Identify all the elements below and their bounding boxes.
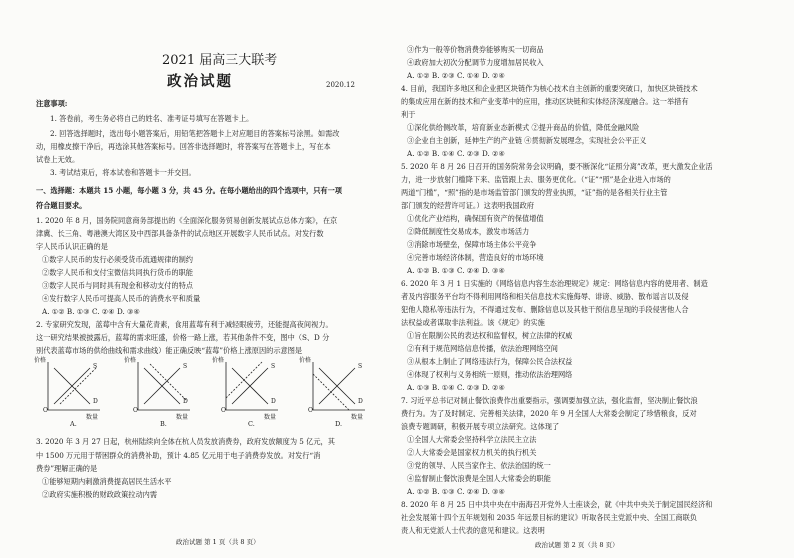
question-line: 1. 2020 年 8 月，国务院同意商务部提出的《全面深化服务贸易创新发展试点总体方案》，在京 bbox=[36, 216, 338, 225]
option-line: ②人大常委会是国家权力机关的执行机关 bbox=[407, 448, 537, 457]
question-line: 5. 2020 年 8 月 26 日召开的国务院常务会议明确，要不断深化“证照分离”改革，更大激发企业活 bbox=[401, 162, 713, 171]
exam-date: 2020.12 bbox=[326, 81, 355, 89]
question-line: 力，进一步放射门槛降下来、监管跟上去、服务更优化。（“证”“照”是企业进入市场的 bbox=[401, 175, 671, 184]
option-line: ③企业自主创新，延伸生产的产业链 ④贯彻新发展理念，实现社会公平正义 bbox=[407, 136, 647, 145]
origin-label: O bbox=[133, 407, 138, 414]
note-line: 3. 考试结束后，将本试卷和答题卡一并交回。 bbox=[50, 168, 196, 177]
option-line: ③数字人民币与同时具有现金和移动支付的特点 bbox=[42, 281, 193, 290]
origin-label: O bbox=[308, 407, 313, 414]
question-line: 6. 2020 年 3 月 1 日实施的《网络信息内容生态治理规定》规定：网络信息内容的使用者、制造 bbox=[401, 279, 708, 288]
option-line: ④政府加大初次分配调节力度增加居民收入 bbox=[407, 58, 544, 67]
option-line: ④完善市场经济体制，营造良好的市场环境 bbox=[407, 253, 544, 262]
option-line: ②有利于规范网络信息传播，依法治理网络空间 bbox=[407, 344, 558, 353]
note-line: 动，用橡皮擦干净后，再选涂其他答案标号。回答非选择题时，将答案写在答题卡上，写在本 bbox=[36, 142, 331, 151]
page-footer: 政治试题 第 2 页（共 8 页） bbox=[535, 541, 619, 549]
question-line: 别代表蓝莓市场的供给曲线和需求曲线）能正确反映“蓝莓”价格上涨原因的示意图是 bbox=[36, 346, 303, 355]
axis-label-quantity: 数量 bbox=[86, 414, 99, 421]
curve-label-d: D bbox=[183, 398, 188, 405]
diagram-option-letter: D. bbox=[335, 420, 343, 428]
axis-label-price: 价格 bbox=[212, 357, 225, 364]
question-line: 3. 2020 年 3 月 27 日起，杭州陆续向全体在杭人员发放消费券，政府发放额度为 5 亿元，其 bbox=[36, 437, 335, 446]
diagram-option-letter: B. bbox=[160, 420, 167, 428]
axis-label-price: 价格 bbox=[34, 357, 47, 364]
answer-choices: A. ①② B. ①③ C. ②④ D. ③④ bbox=[407, 487, 505, 496]
page-footer: 政治试题 第 1 页（共 8 页） bbox=[176, 538, 260, 546]
question-line: 法权益或者谋取非法利益。该《规定》的实施 bbox=[401, 318, 545, 327]
option-line: ③消除市场壁垒，保障市场主体公平竞争 bbox=[407, 240, 537, 249]
curve-label-d: D bbox=[358, 398, 363, 405]
question-line: 社会发展第十四个五年规划和 2035 年远景目标的建议》听取各民主党派中央、全国工商联负 bbox=[401, 513, 697, 522]
axis-label-price: 价格 bbox=[299, 357, 312, 364]
question-line: 者及内容服务平台均不得利用网络和相关信息技术实施侮辱、诽谤、威胁、散布谣言以及侵 bbox=[401, 292, 689, 301]
option-line: ①深化供给侧改革，培育新业态新模式 ②提升商品的价值，降低金融风险 bbox=[407, 123, 640, 132]
question-line: 的集成应用在新的技术和产业变革中的应用，推动区块链和实体经济深度融合。这一举措有 bbox=[401, 97, 689, 106]
exam-title: 2021 届高三大联考 bbox=[162, 53, 278, 68]
subject-title: 政治试题 bbox=[167, 73, 233, 90]
origin-label: O bbox=[43, 407, 48, 414]
question-line: 津冀、长三角、粤港澳大湾区及中西部具备条件的试点地区开展数字人民币试点。对发行数 bbox=[36, 229, 324, 238]
curve-label-s: S bbox=[358, 363, 363, 370]
answer-choices: A. ①② B. ②③ C. ①④ D. ②④ bbox=[407, 71, 505, 80]
answer-choices: A. ①③ B. ①④ C. ②③ D. ②④ bbox=[407, 383, 505, 392]
option-line: ④监督制止餐饮浪费是全国人大常委会的职能 bbox=[407, 474, 551, 483]
option-line: ①优化产业结构，确保国有资产的保值增值 bbox=[407, 214, 544, 223]
note-line: 2. 回答选择题时，选出每小题答案后，用铅笔把答题卡上对应题目的答案标号涂黑。如需改 bbox=[50, 129, 340, 138]
question-line: 7. 习近平总书记对制止餐饮浪费作出重要指示，强调要加强立法，强化监督，坚决制止餐饮浪 bbox=[401, 396, 698, 405]
question-line: 字人民币认识正确的是 bbox=[36, 242, 108, 251]
axis-label-price: 价格 bbox=[124, 357, 137, 364]
note-line: 试卷上无效。 bbox=[36, 155, 80, 164]
axis-label-quantity: 数量 bbox=[351, 414, 364, 421]
question-line: 费行为。为了及时制定、完善相关法律，2020 年 9 月全国人大常委会制定了珍惜粮食，反对 bbox=[401, 409, 697, 418]
curve-label-s: S bbox=[183, 363, 188, 370]
answer-choices: A. ①② B. ①④ C. ②③ D. ②④ bbox=[407, 149, 505, 158]
question-line: 利于 bbox=[401, 110, 416, 119]
question-line: 2. 专家研究发现，蓝莓中含有大量花青素，食用蓝莓有利于减轻眼疲劳，还能提高夜间视力。 bbox=[36, 320, 333, 329]
option-line: ③党的领导、人民当家作主、依法治国的统一 bbox=[407, 461, 551, 470]
answer-choices: A. ①② B. ①③ C. ②④ D. ③④ bbox=[42, 307, 140, 316]
notes-heading: 注意事项: bbox=[36, 99, 68, 108]
answer-choices: A. ①② B. ①③ C. ②④ D. ③④ bbox=[407, 266, 505, 275]
origin-label: O bbox=[221, 407, 226, 414]
question-line: 部门颁发的经营许可证。）这表明我国政府 bbox=[401, 201, 534, 210]
curve-label-s: S bbox=[271, 363, 276, 370]
option-line: ①数字人民币的发行必须受货币流通规律的制约 bbox=[42, 255, 193, 264]
question-line: 两道“门槛”，“照”指的是市场监管部门颁发的营业执照，“证”指的是各相关行业主管 bbox=[401, 188, 668, 197]
axis-label-quantity: 数量 bbox=[176, 414, 189, 421]
option-line: ①能够短期内刺激消费提高居民生活水平 bbox=[42, 477, 172, 486]
option-line: ②降低制度性交易成本，激发市场活力 bbox=[407, 227, 530, 236]
option-line: ②政府实施积极的财政政策拉动内需 bbox=[42, 490, 158, 499]
curve-label-d: D bbox=[271, 398, 276, 405]
option-line: ③从根本上制止了网络违法行为，保障公民合法权益 bbox=[407, 357, 573, 366]
option-line: ②数字人民币和支付宝微信共同执行货币的职能 bbox=[42, 268, 193, 277]
note-line: 1. 答卷前，考生务必将自己的姓名、准考证号填写在答题卡上。 bbox=[50, 114, 254, 123]
diagram-option-letter: C. bbox=[248, 420, 255, 428]
question-line: 犯他人隐私等违法行为，不得通过发布、删除信息以及其他干预信息呈现的手段侵害他人合 bbox=[401, 305, 689, 314]
option-line: ①全国人大常委会坚持科学立法民主立法 bbox=[407, 435, 537, 444]
question-line: 4. 目前，我国许多地区和企业把区块链作为核心技术自主创新的重要突破口，加快区块链技术 bbox=[401, 84, 698, 93]
question-line: 费券”理解正确的是 bbox=[36, 464, 98, 473]
question-line: 中 1500 万元用于帮困群众的消费补助，预计 4.85 亿元用于电子消费券发放。对发行“消 bbox=[36, 451, 321, 460]
question-line: 8. 2020 年 8 月 25 日中共中央在中南海召开党外人士座谈会，就《中共中央关于制定国民经济和 bbox=[401, 500, 713, 509]
option-line: ④发行数字人民币可提高人民币的消费水平和质量 bbox=[42, 294, 201, 303]
option-line: ③作为一般等价物消费券能够购买一切商品 bbox=[407, 45, 544, 54]
option-line: ④体现了权利与义务相统一原则，推动依法治理网络 bbox=[407, 370, 573, 379]
option-line: ①旨在限制公民的表达权和监督权，树立法律的权威 bbox=[407, 331, 573, 340]
question-line: 浪费专题调研，积极开展专项立法研究。这体现了 bbox=[401, 422, 560, 431]
question-line: 这一研究结果被披露后，蓝莓的需求旺盛，价格一路上涨，若其他条件不变，图中（S、D 分 bbox=[36, 333, 330, 342]
diagram-option-letter: A. bbox=[70, 420, 77, 428]
section-heading: 符合题目要求。 bbox=[36, 201, 87, 210]
axis-label-quantity: 数量 bbox=[264, 414, 277, 421]
curve-label-d: D bbox=[93, 398, 98, 405]
question-line: 责人和无党派人士代表的意见和建议。这表明 bbox=[401, 526, 545, 535]
curve-label-s: S bbox=[93, 363, 98, 370]
right-exam-page bbox=[397, 0, 794, 558]
section-heading: 一、选择题：本题共 15 小题，每小题 3 分，共 45 分。在每小题给出的四个选项中，只有一项 bbox=[36, 186, 342, 195]
